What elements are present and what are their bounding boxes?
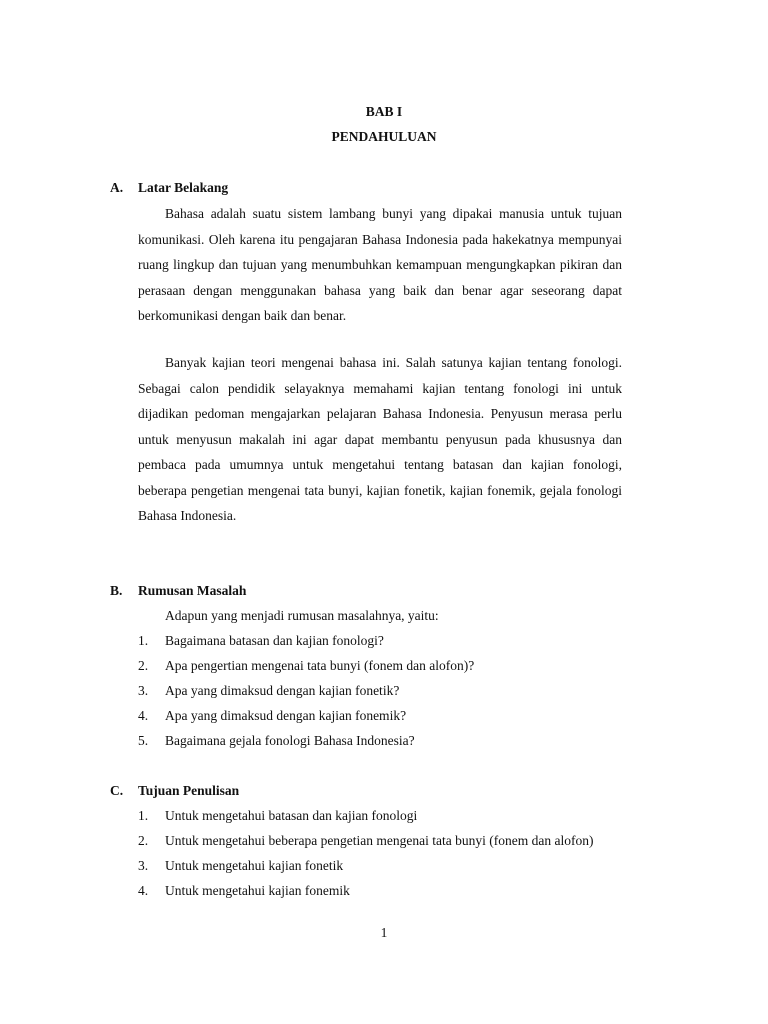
chapter-title: PENDAHULUAN	[331, 129, 437, 144]
list-item-number: 2.	[138, 658, 149, 673]
list-item-text: Untuk mengetahui kajian fonemik	[165, 883, 350, 898]
list-item-text: Bagaimana gejala fonologi Bahasa Indonesia?	[165, 733, 415, 748]
list-item-text: Apa yang dimaksud dengan kajian fonemik?	[165, 708, 407, 723]
list-item-number: 3.	[138, 858, 149, 873]
list-item-text: Untuk mengetahui kajian fonetik	[165, 858, 344, 873]
list-item-number: 1.	[138, 808, 149, 823]
page-number: 1	[380, 925, 388, 940]
section-b-intro: Adapun yang menjadi rumusan masalahnya, yaitu:	[165, 608, 439, 623]
section-c-marker: C.	[110, 783, 124, 798]
list-item-number: 5.	[138, 733, 149, 748]
section-a-paragraph-1: Bahasa adalah suatu sistem lambang bunyi yang dipakai manusia untuk tujuan komunikasi. Oleh karena itu pengajaran Bahasa Indonesia pada hakekatnya mempunyai ruang lingkup dan tujuan yang menumbuhkan kemampuan mengungkapkan pikiran dan perasaan dengan menggunakan bahasa yang baik dan benar agar seseorang dapat berkomunikasi dengan baik dan benar.	[138, 206, 622, 323]
section-c-title: Tujuan Penulisan	[138, 783, 240, 798]
chapter-label: BAB I	[365, 104, 403, 119]
section-b-title: Rumusan Masalah	[138, 583, 247, 598]
list-item-text: Untuk mengetahui beberapa pengetian mengenai tata bunyi (fonem dan alofon)	[165, 833, 594, 848]
list-item-number: 4.	[138, 883, 149, 898]
list-item-text: Apa pengertian mengenai tata bunyi (fonem dan alofon)?	[165, 658, 475, 673]
list-item-number: 4.	[138, 708, 149, 723]
list-item-number: 3.	[138, 683, 149, 698]
section-b-marker: B.	[110, 583, 123, 598]
section-a-marker: A.	[110, 180, 124, 195]
section-a-paragraph-2: Banyak kajian teori mengenai bahasa ini. Salah satunya kajian tentang fonologi. Sebagai calon pendidik selayaknya memahami kajian tentang fonologi ini untuk dijadikan pedoman mengajarkan pelajaran Bahasa Indonesia. Penyusun merasa perlu untuk menyusun makalah ini agar dapat membantu penyusun pada khususnya dan pembaca pada umumnya untuk mengetahui tentang batasan dan kajian fonologi, beberapa pengetian mengenai tata bunyi, kajian fonetik, kajian fonemik, gejala fonologi Bahasa Indonesia.	[138, 355, 622, 523]
list-item-text: Bagaimana batasan dan kajian fonologi?	[165, 633, 384, 648]
list-item-number: 1.	[138, 633, 149, 648]
section-a-title: Latar Belakang	[138, 180, 229, 195]
list-item-number: 2.	[138, 833, 149, 848]
list-item-text: Untuk mengetahui batasan dan kajian fonologi	[165, 808, 418, 823]
list-item-text: Apa yang dimaksud dengan kajian fonetik?	[165, 683, 400, 698]
